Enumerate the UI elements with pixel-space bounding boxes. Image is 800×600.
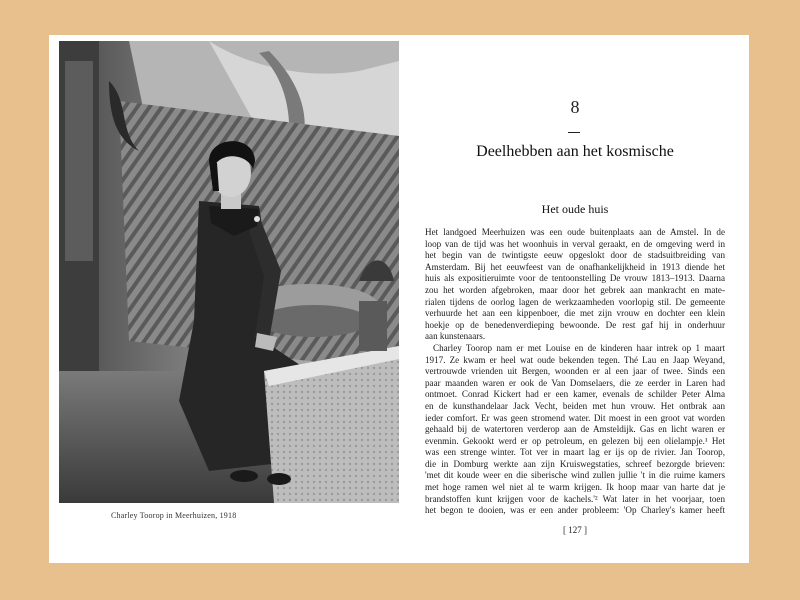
body-line: brandstoffen kunt krijgen voor de kachels.'² Wat later in het voorjaar, toen	[425, 493, 725, 504]
body-line: Amsterdam. Bij het eeuwfeest van de onafhankelijkheid in 1913 diende het	[425, 261, 725, 272]
chapter-title: Deelhebben aan het kosmische	[476, 143, 674, 160]
body-line: ieder comfort. Er was geen stromend water. Dit moest in een groot vat worden	[425, 412, 725, 423]
section-heading: Het oude huis	[541, 202, 609, 216]
body-line: zou het worden afgebroken, maar door het gebrek aan mankracht en mate-	[425, 284, 725, 295]
body-line: ontmoet. Conrad Kickert had er een kamer, evenals de schilder Peter Alma	[425, 389, 725, 400]
body-line: huis als expositieruimte voor de tentoonstelling De vrouw 1813–1913. Daarna	[425, 273, 725, 284]
body-line: Het landgoed Meerhuizen was een oude buitenplaats aan de Amstel. In de	[425, 227, 725, 237]
body-line: paar maanden waren er ook de Van Domselaers, die ze eerder in Laren had	[425, 377, 725, 388]
body-line: 'met dit koude weer en die siberische wind zullen jullie 't in die ruime kamers	[425, 470, 725, 481]
page-number: [ 127 ]	[563, 525, 587, 535]
body-line: gehaald bij de watertoren verderop aan de Amsteldijk. Gas en licht waren er	[425, 424, 725, 435]
body-line: loop van de tijd was het woonhuis in verval geraakt, en de omgeving werd in	[425, 238, 725, 249]
body-line: Charley Toorop nam er met Louise en de kinderen haar intrek op 1 maart	[433, 342, 725, 353]
body-text	[425, 227, 725, 517]
body-line: die in Domburg werkte aan zijn Kruiswegstaties, schreef bezorgde brieven:	[425, 458, 725, 469]
body-line: en de kunsthandelaar Jack Vecht, beiden met hun vrouw. Het ontbrak aan	[425, 400, 725, 411]
left-page	[49, 35, 409, 563]
body-line: verhuurde het aan een kippenboer, die met zijn vrouw en dochter een klein	[425, 308, 725, 319]
chapter-divider	[568, 132, 580, 133]
photo-caption: Charley Toorop in Meerhuizen, 1918	[111, 511, 237, 520]
body-line: rialen tijdens de oorlog lagen de werkzaamheden voorlopig stil. De gemeente	[425, 296, 725, 307]
body-line: het begon te dooien, was er een ander probleem: 'Op Charley's kamer heeft	[425, 505, 725, 516]
photograph	[59, 41, 399, 503]
body-line: vertrouwde vrienden uit Bergen, woonden er al een jaar of twee. Sinds een	[425, 366, 725, 377]
body-line: het begin van de twintigste eeuw opgeslokt door de stadsuitbreiding van	[425, 250, 725, 261]
body-line: hoekje op de benedenverdieping bewoonde. De rest gaf hij in onderhuur	[425, 319, 725, 330]
right-page	[425, 35, 725, 563]
body-line: met hoge ramen wel niet al te warm krijgen. Ik hoop maar van harte dat je	[425, 482, 725, 493]
body-line: was een strenge winter. Tot ver in maart lag er ijs op de rivier. Jan Toorop,	[425, 447, 725, 458]
body-line: evenmin. Gekookt werd er op petroleum, en gelezen bij een olielampje.¹ Het	[425, 435, 725, 446]
body-line: 1917. Ze kwam er heel wat oude bekenden tegen. Thé Lau en Jaap Weyand,	[425, 354, 725, 365]
photograph-image	[59, 41, 399, 503]
chapter-number: 8	[570, 97, 580, 117]
book-spread	[49, 35, 749, 563]
body-line: aan kunstenaars.	[425, 331, 486, 342]
